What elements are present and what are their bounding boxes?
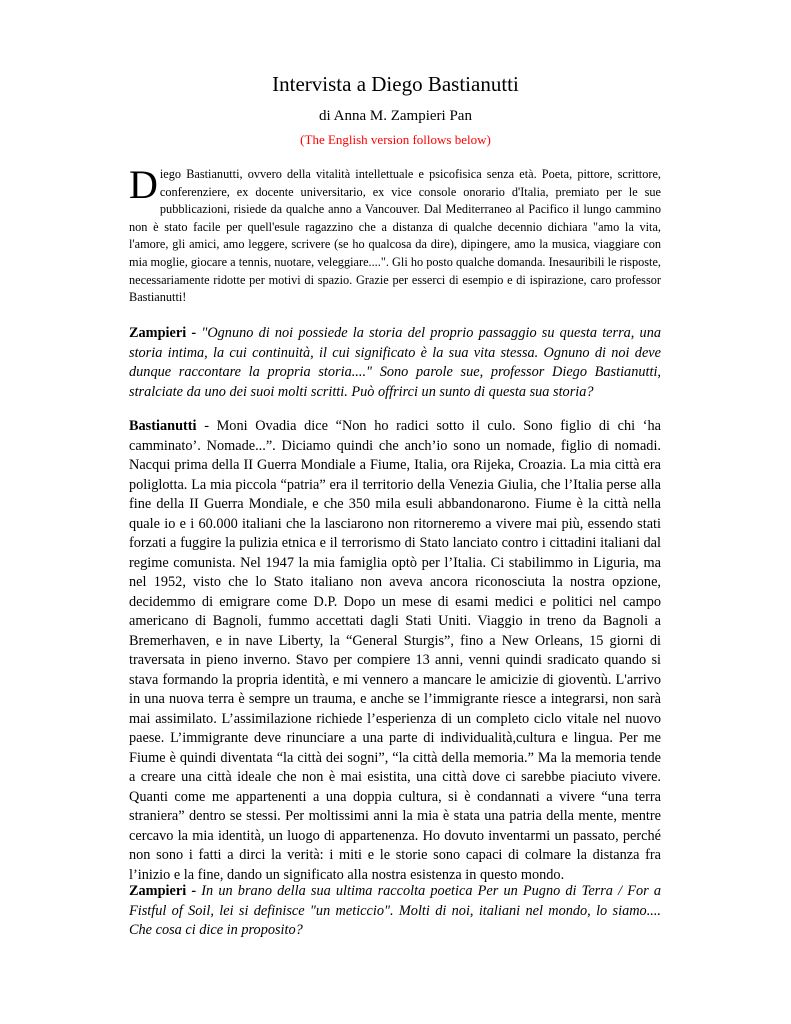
speaker-label: Bastianutti — [129, 418, 197, 434]
question-text: In un brano della sua ultima raccolta poetica Per un Pugno di Terra / For a Fistful of Soil, lei si definisce "un meticcio". Molti di noi, italiani nel mondo, lo siamo.... Che cosa ci dice in proposito? — [129, 883, 661, 938]
intro-paragraph — [129, 162, 661, 307]
document-title: Intervista a Diego Bastianutti — [272, 72, 519, 96]
speaker-label: Zampieri - — [129, 325, 197, 341]
question-text: "Ognuno di noi possiede la storia del proprio passaggio su questa terra, una storia intima, la cui continuità, il cui significato è la sua vita stessa. Ognuno di noi deve dunque raccontare la propria storia...." Sono parole sue, professor Diego Bastianutti, stralciate da uno dei suoi molti scritti. Può offrirci un sunto di questa sua storia? — [129, 325, 661, 400]
intro-text: iego Bastianutti, ovvero della vitalità intellettuale e psicofisica senza età. Poeta, pittore, scrittore, conferenziere, ex docente universitario, ex vice console onorario d'Italia, premiato per le sue pubblicazioni, risiede da qualche anno a Vancouver. Dal Mediterraneo al Pacifico il lungo cammino non è stato facile per quell'esule ragazzino che a distanza di qualche decennio dichiara "amo la vita, l'amore, gli amici, amo leggere, scrivere (se ho qualcosa da dire), dipingere, amo la musica, viaggiare con mia moglie, giocare a tennis, nuotare, veleggiare....". Gli ho posto qualche domanda. Inesauribili le risposte, necessariamente ridotte per motivi di spazio. Grazie per esserci di esempio e di ispirazione, caro professor Bastianutti! — [129, 167, 661, 305]
english-version-note: (The English version follows below) — [300, 132, 491, 147]
drop-cap: D — [129, 162, 158, 207]
answer-text: - Moni Ovadia dice “Non ho radici sotto il culo. Sono figlio di chi ‘ha camminato’. Nomade...”. Diciamo quindi che anch’io sono un nomade, figlio di nomadi. Nacqui prima della II Guerra Mondiale a Fiume, Italia, ora Rijeka, Croazia. La mia città era poliglotta. La mia piccola “patria” era il territorio della Venezia Giulia, che l’Italia perse alla fine della II Guerra Mondiale, e che 350 mila esuli abbandonarono. Fiume è la città nella quale io e i 60.000 italiani che la lasciarono non ritorneremo a vivere mai più, essendo stati forzati a fuggire la pulizia etnica e il terrorismo di Stato lanciato contro i cittadini italiani dal regime comunista. Nel 1947 la mia famiglia optò per l’Italia. Ci stabilimmo in Liguria, ma nel 1952, visto che lo Stato italiano non aveva ancora riconosciuta la nostra opzione, decidemmo di emigrare come D.P. Dopo un mese di esami medici e politici nel campo americano di Bagnoli, fummo accettati dagli Stati Uniti. Viaggio in treno da Bagnoli a Bremerhaven, e in nave Liberty, la “General Sturgis”, fino a New Orleans, 15 giorni di traversata in pieno inverno. Stavo per compiere 13 anni, venni quindi sradicato quando si stava formando la propria identità, e mi vennero a mancare le amicizie di gioventù. L'arrivo in una nuova terra è sempre un trauma, e anche se l’immigrante riesce a integrarsi, non sarà mai assimilato. L’assimilazione richiede l’esperienza di un completo ciclo vitale nel nuovo paese. L’immigrante deve rinunciare a una parte di individualità,cultura e lingua. Per me Fiume è quindi diventata “la città dei sogni”, “la città della memoria.” Ma la memoria tende a creare una città ideale che non è mai esistita, una città dove ci sarebbe piaciuto vivere. Quanti come me appartenenti a una doppia cultura, si è condannati a vivere “una terra straniera” dentro se stessi. Per moltissimi anni la mia è stata una patria della mente, mentre cercavo la mia identità, un luogo di appartenenza. Ho dovuto inventarmi un passato, perché non sono i fatti a dirci la verità: i miti e le storie sono capaci di colmare la distanza fra l’inizio e la fine, dando un significato alla nostra esistenza in questo mondo. — [129, 418, 662, 883]
answer-1 — [129, 417, 661, 885]
author-line: di Anna M. Zampieri Pan — [319, 108, 472, 124]
question-1 — [129, 324, 661, 402]
question-2 — [129, 882, 661, 941]
speaker-label: Zampieri - — [129, 883, 197, 899]
